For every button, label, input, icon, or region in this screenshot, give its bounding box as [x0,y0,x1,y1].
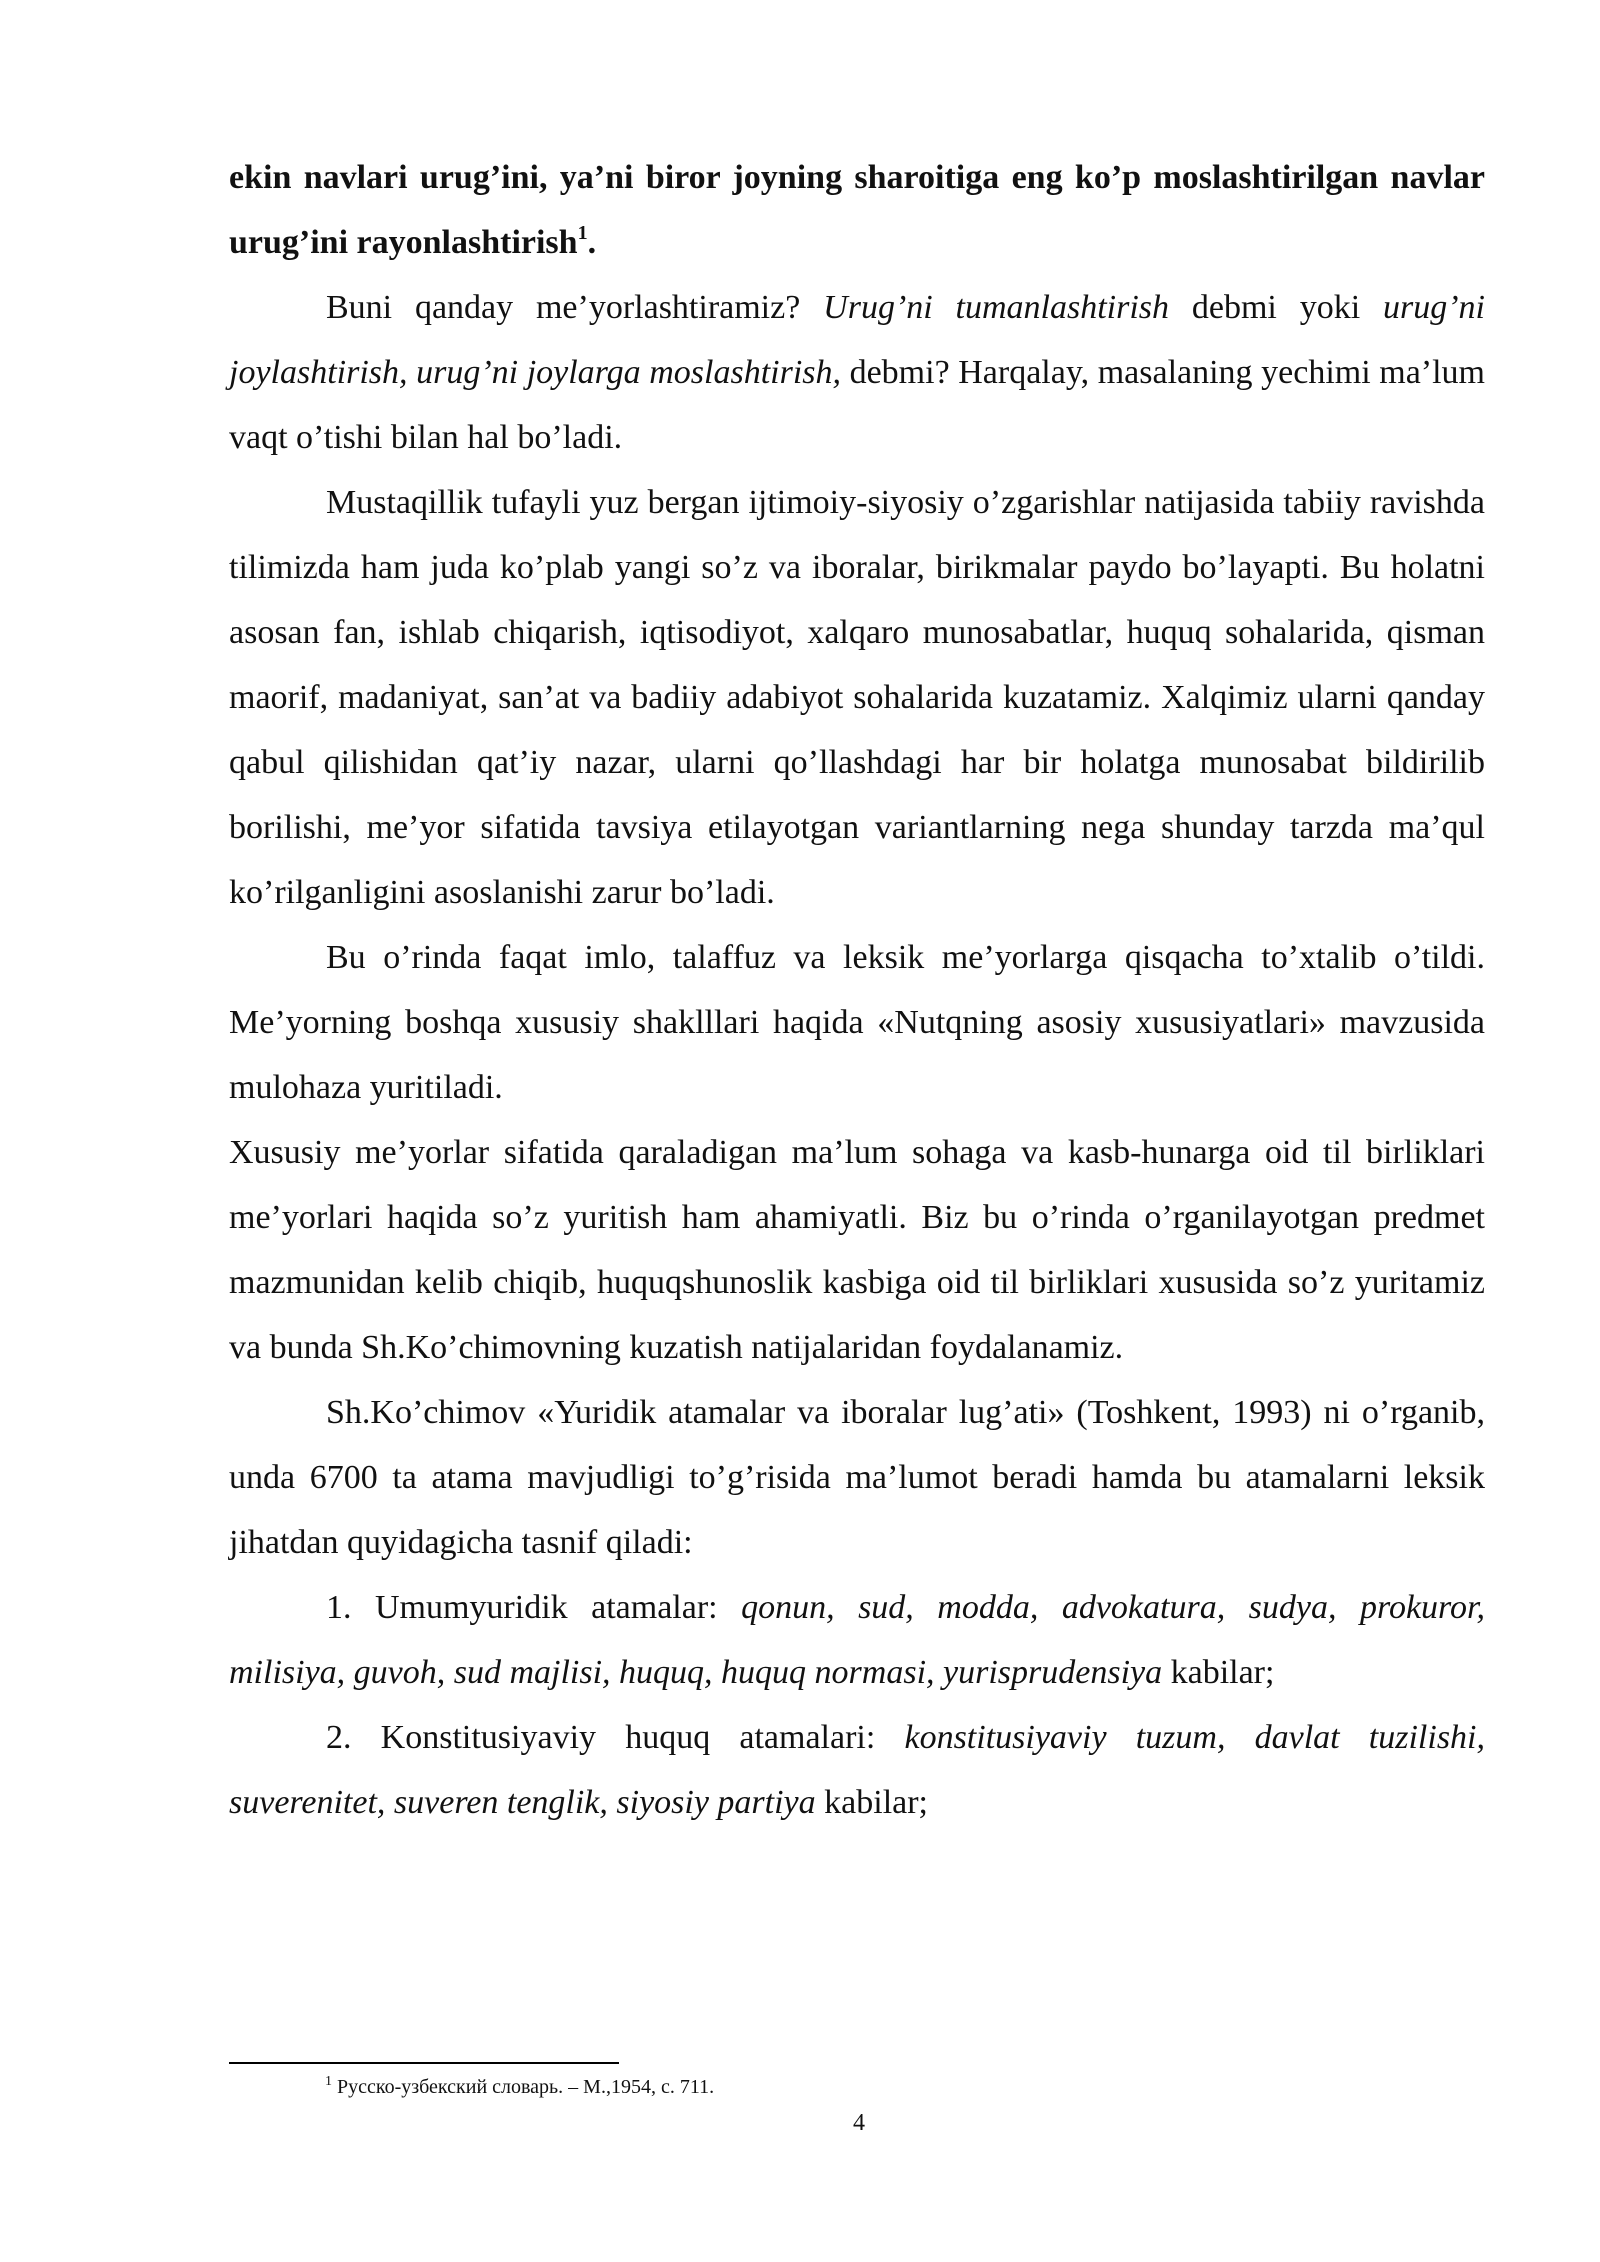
page-number: 4 [853,2110,865,2136]
paragraph-2: Mustaqillik tufayli yuz bergan ijtimoiy-siyosiy o’zgarishlar natijasida tabiiy ravishda tilimizda ham juda ko’plab yangi so’z va iboralar, birikmalar paydo bo’layapti. Bu holatni asosan fan, ishlab chiqarish, iqtisodiyot, xalqaro munosabatlar, huquq sohalarida, qisman maorif, madaniyat, san’at va badiiy adabiyot sohalarida kuzatamiz. Xalqimiz ularni qanday qabul qilishidan qat’iy nazar, ularni qo’llashdagi har bir holatga munosabat bildirilib borilishi, me’yor sifatida tavsiya etilayotgan variantlarning nega shunday tarzda ma’qul ko’rilganligini asoslanishi zarur bo’ladi. [229,484,1485,911]
heading-text: ekin navlari urug’ini, ya’ni biror joyning sharoitiga eng ko’p moslashtirilgan navlar urug’ini rayonlashtirish [229,159,1485,261]
item2-lead: 2. Konstitusiyaviy huquq atamalari: [326,1719,905,1756]
footnote-mark: 1 [325,2074,332,2089]
paragraph-continued-heading [229,145,1485,275]
item1-lead: 1. Umumyuridik atamalar: [326,1589,742,1626]
footnote [325,2072,1225,2102]
list-item-1 [229,1575,1485,1705]
footnote-text: Русско-узбекский словарь. – М.,1954, с. 711. [332,2076,715,2098]
body-text [229,145,1485,1835]
p1-italic-2: urug’ni joylashtirish, urug’ni joylarga moslashtirish, [229,289,1485,391]
list-item-2 [229,1705,1485,1835]
p1-text-b: debmi yoki [1169,289,1383,326]
item2-terms: konstitusiyaviy tuzum, davlat tuzilishi, suverenitet, suveren tenglik, siyosiy partiya [229,1719,1485,1821]
item1-terms: qonun, sud, modda, advokatura, sudya, prokuror, milisiya, guvoh, sud majlisi, huquq, huquq normasi, yurisprudensiya [229,1589,1485,1691]
item2-tail: kabilar; [815,1784,928,1821]
footnote-divider [229,2062,619,2064]
heading-end: . [587,224,597,261]
item1-tail: kabilar; [1162,1654,1275,1691]
paragraph-3: Bu o’rinda faqat imlo, talaffuz va leksik me’yorlarga qisqacha to’xtalib o’tildi. Me’yorning boshqa xususiy shaklllari haqida «Nutqning asosiy xususiyatlari» mavzusida mulohaza yuritiladi. [229,939,1485,1106]
paragraph-4: Xususiy me’yorlar sifatida qaraladigan ma’lum sohaga va kasb-hunarga oid til birliklari me’yorlari haqida so’z yuritish ham ahamiyatli. Biz bu o’rinda o’rganilayotgan predmet mazmunidan kelib chiqib, huquqshunoslik kasbiga oid til birliklari xususida so’z yuritamiz va bunda Sh.Ko’chimovning kuzatish natijalaridan foydalanamiz. [229,1134,1485,1366]
p1-text-c: debmi? Harqalay, masalaning yechimi ma’lum vaqt o’tishi bilan hal bo’ladi. [229,354,1486,456]
paragraph-1 [229,275,1485,470]
p1-italic-1: Urug’ni tumanlashtirish [823,289,1170,326]
paragraph-5: Sh.Ko’chimov «Yuridik atamalar va iboralar lug’ati» (Toshkent, 1993) ni o’rganib, unda 6700 ta atama mavjudligi to’g’risida ma’lumot beradi hamda bu atamalarni leksik jihatdan quyidagicha tasnif qiladi: [229,1394,1485,1561]
footnote-reference[interactable]: 1 [577,222,588,244]
p1-text-a: Buni qanday me’yorlashtiramiz? [326,289,824,326]
